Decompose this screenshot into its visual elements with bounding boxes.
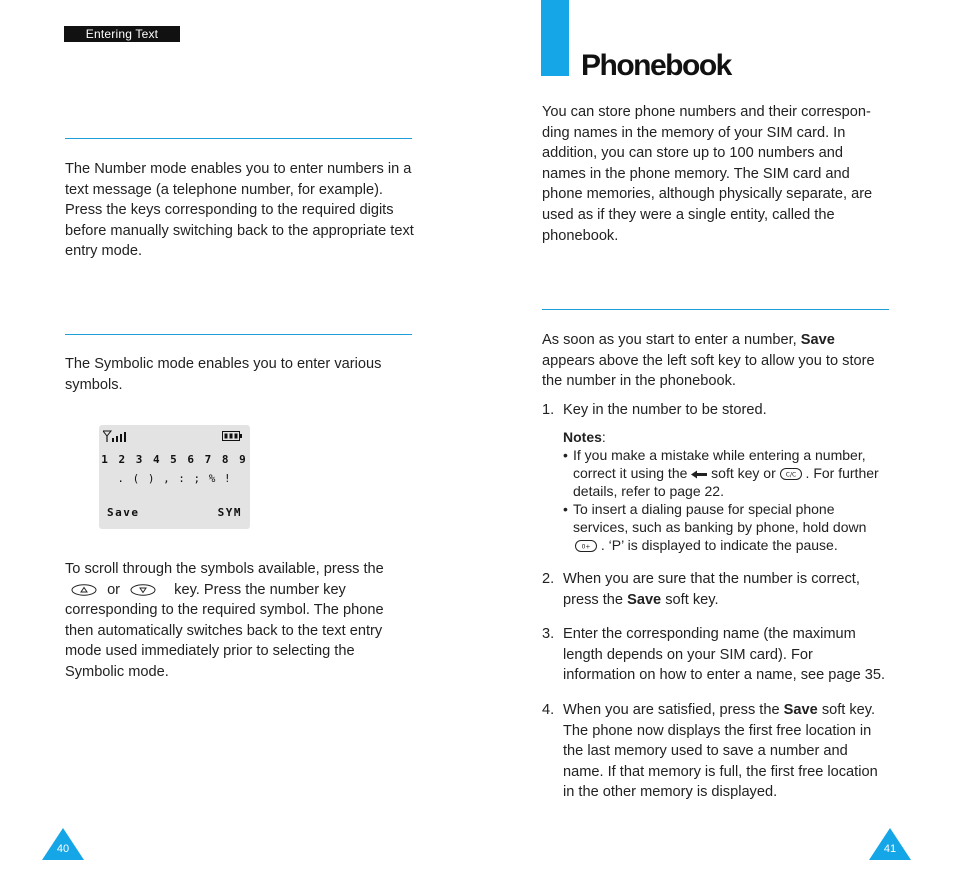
scroll-paragraph (65, 559, 400, 683)
svg-text:C/C: C/C (785, 471, 796, 479)
section-rule (65, 334, 412, 335)
notes-colon: : (601, 429, 606, 445)
step-number: 1. (542, 402, 555, 418)
list-item (542, 700, 887, 803)
step-text: soft key. The phone now displays the first free location in the last memory used to save a number and name. If that memory is full, the first free location in the other memory is displayed. (563, 702, 878, 801)
scroll-text-part2: key. Press the number key corresponding to the required symbol. The phone then automatically switches back to the text entry mode used immediately prior to selecting the Symbolic mode. (65, 581, 384, 680)
list-item (542, 624, 887, 686)
scroll-text-part1: To scroll through the symbols available, press the (65, 561, 384, 577)
step-text: soft key. (665, 591, 719, 608)
save-keyword: Save (627, 591, 662, 608)
store-intro-paragraph (542, 330, 887, 392)
step-number: 4. (542, 702, 555, 718)
step-number: 2. (542, 571, 555, 587)
page-number-right (869, 828, 911, 867)
note-text: soft key or (711, 465, 776, 481)
note-item (563, 500, 893, 554)
number-mode-paragraph: The Number mode enables you to enter numbers in a text message (a telephone number, for example). Press the keys corresponding to the required digits before manually switching back to the appropriate text entry mode. (65, 161, 414, 260)
note-text: If you make a mistake while entering a number, correct it using the (573, 447, 866, 481)
page-number-left (42, 828, 84, 867)
step-text: When you are satisfied, press the (563, 702, 780, 718)
page-number-text: 40 (56, 843, 70, 855)
title-accent-bar (541, 0, 569, 76)
scroll-text-or: or (107, 581, 121, 598)
list-item (542, 569, 887, 610)
save-keyword: Save (800, 332, 835, 348)
up-key-icon (71, 584, 97, 596)
phone-screen (99, 425, 250, 529)
soft-key-left-label: Save (107, 506, 140, 519)
store-intro-text: As soon as you start to enter a number, (542, 332, 797, 348)
section-rule (542, 309, 889, 310)
note-item (563, 446, 893, 500)
save-keyword: Save (783, 702, 818, 718)
note-text: To insert a dialing pause for special phone services, such as banking by phone, hold down (573, 501, 867, 535)
symbolic-mode-paragraph: The Symbolic mode enables you to enter various symbols. (65, 356, 382, 393)
notes-label: Notes (563, 429, 602, 445)
back-arrow-icon (691, 470, 707, 479)
zero-key-icon (575, 540, 597, 552)
page-title: Phonebook (581, 49, 731, 82)
screen-line-digits: 1 2 3 4 5 6 7 8 9 (101, 453, 248, 466)
note-text: . ‘P’ is displayed to indicate the pause. (600, 537, 838, 553)
step-number: 3. (542, 626, 555, 642)
phonebook-intro: You can store phone numbers and their correspon-ding names in the memory of your SIM card. In addition, you can store up to 100 numbers and names in the phone memory. The SIM card and phone memories, although physically separate, are used as if they were a single entity, called the phonebook. (542, 104, 873, 244)
note-text: . For further details, refer to page 22. (573, 465, 879, 499)
notes-block (563, 428, 893, 554)
soft-key-right-label: SYM (217, 506, 242, 519)
list-item (542, 400, 887, 421)
step-text: Enter the corresponding name (the maximum length depends on your SIM card). For information on how to enter a name, see page 35. (563, 626, 886, 684)
svg-text:0+: 0+ (581, 543, 591, 551)
page-number-text: 41 (883, 843, 897, 855)
section-tab: Entering Text (64, 26, 180, 42)
step-text: Key in the number to be stored. (563, 402, 767, 418)
screen-line-symbols: . ( ) , : ; % ! (117, 472, 232, 485)
step-text: When you are sure that the number is correct, press the (563, 571, 860, 608)
down-key-icon (130, 584, 156, 596)
store-intro-text: appears above the left soft key to allow you to store the number in the phonebook. (542, 352, 875, 390)
section-rule (65, 138, 412, 139)
battery-icon (222, 431, 242, 441)
signal-strength-icon (103, 430, 129, 442)
clear-key-icon (780, 468, 802, 480)
